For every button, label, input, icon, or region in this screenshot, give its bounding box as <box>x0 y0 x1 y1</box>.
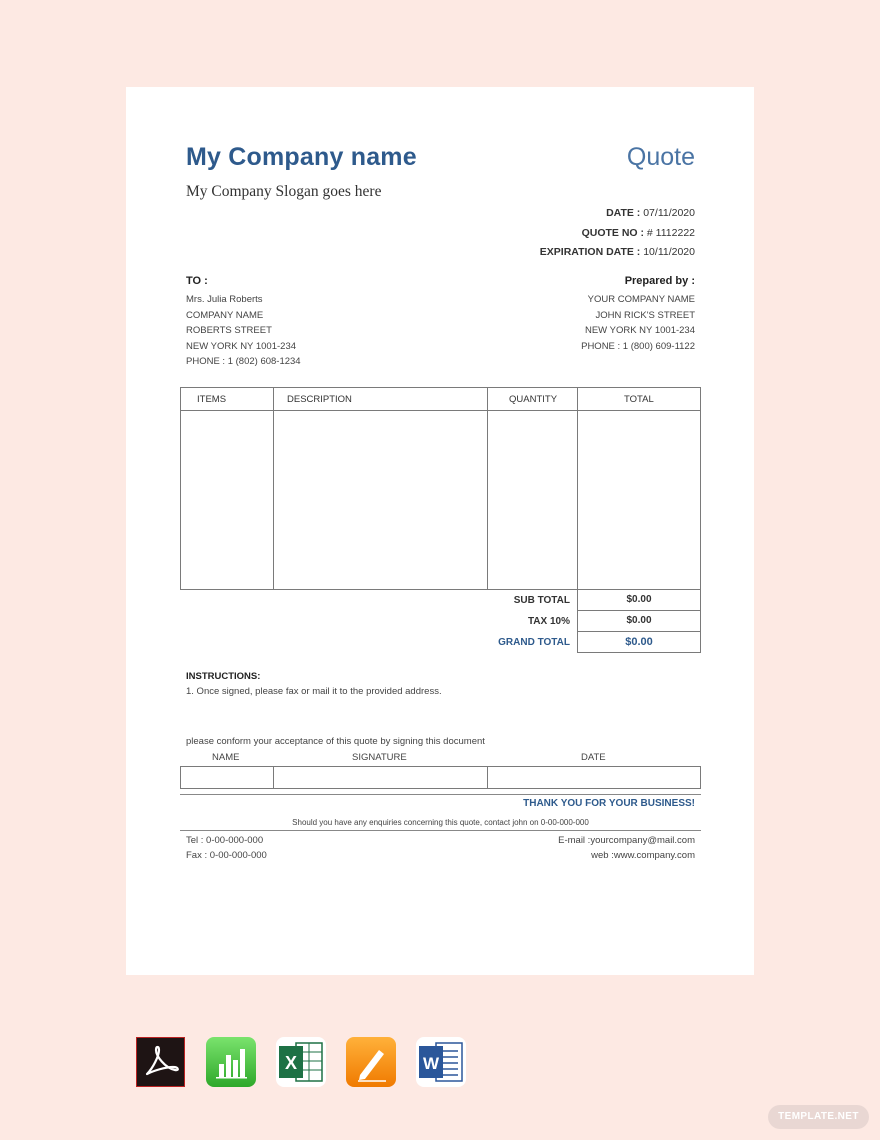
fax-text: Fax : 0-00-000-000 <box>186 850 267 861</box>
items-table <box>180 387 701 590</box>
numbers-icon[interactable] <box>206 1037 256 1087</box>
quote-no-row <box>540 226 695 246</box>
prepared-by-title: Prepared by : <box>624 275 695 287</box>
column-divider <box>577 388 578 589</box>
divider <box>180 794 701 795</box>
quantity-header: QUANTITY <box>509 394 558 405</box>
column-divider <box>273 767 274 788</box>
footer-contact-left <box>186 834 267 864</box>
subtotal-row <box>180 590 701 611</box>
signature-table <box>180 766 701 789</box>
date-value: 07/11/2020 <box>643 207 695 219</box>
svg-text:X: X <box>284 1053 298 1073</box>
template-net-badge[interactable]: TEMPLATE.NET <box>768 1105 869 1129</box>
quote-no-value: # 1112222 <box>646 226 695 239</box>
to-title: TO : <box>186 275 208 287</box>
sender-city: NEW YORK NY 1001-234 <box>584 325 695 337</box>
company-name: My Company name <box>186 143 417 171</box>
company-slogan: My Company Slogan goes here <box>186 183 382 200</box>
expiration-row <box>540 245 695 265</box>
enquiry-note: Should you have any enquiries concerning this quote, contact john on 0-00-000-000 <box>292 818 589 827</box>
subtotal-label: SUB TOTAL <box>513 595 570 606</box>
web-text: web :www.company.com <box>591 850 695 861</box>
sender-street: JOHN RICK'S STREET <box>595 309 695 321</box>
quote-no-label: QUOTE NO : <box>581 226 644 239</box>
instructions-block <box>186 671 442 697</box>
instructions-title: INSTRUCTIONS: <box>186 671 261 682</box>
date-label: DATE : <box>606 207 641 219</box>
subtotal-value: $0.00 <box>577 590 701 611</box>
acceptance-text: please conform your acceptance of this quote by signing this document <box>186 736 485 747</box>
grand-total-label: GRAND TOTAL <box>498 637 570 648</box>
grand-total-row <box>180 632 701 653</box>
total-header: TOTAL <box>624 394 654 405</box>
column-divider <box>487 767 488 788</box>
tax-label: TAX 10% <box>527 616 570 627</box>
recipient-block <box>186 275 301 371</box>
pages-icon[interactable] <box>346 1037 396 1087</box>
name-header: NAME <box>212 752 240 763</box>
column-divider <box>487 388 488 589</box>
grand-total-value: $0.00 <box>577 632 701 653</box>
date-header: DATE <box>581 752 606 763</box>
recipient-name: Mrs. Julia Roberts <box>186 294 263 305</box>
recipient-phone: PHONE : 1 (802) 608-1234 <box>186 356 301 368</box>
sender-company: YOUR COMPANY NAME <box>587 294 695 305</box>
sender-phone: PHONE : 1 (800) 609-1122 <box>581 340 695 352</box>
expiration-value: 10/11/2020 <box>643 246 695 258</box>
quote-document <box>126 87 754 975</box>
footer-contact-right <box>558 834 695 864</box>
column-divider <box>273 388 274 589</box>
tel-text: Tel : 0-00-000-000 <box>186 835 264 846</box>
signature-table-header <box>180 752 701 766</box>
pdf-icon[interactable] <box>136 1037 185 1087</box>
items-table-header <box>181 388 700 411</box>
expiration-label: EXPIRATION DATE : <box>539 246 641 258</box>
signature-header: SIGNATURE <box>352 752 407 763</box>
tax-value: $0.00 <box>577 611 701 632</box>
prepared-by-block <box>581 275 695 355</box>
items-header: ITEMS <box>197 394 227 405</box>
instructions-line: 1. Once signed, please fax or mail it to the provided address. <box>186 686 442 697</box>
divider <box>180 830 701 831</box>
thank-you-message: THANK YOU FOR YOUR BUSINESS! <box>523 798 695 809</box>
document-title: Quote <box>626 143 695 171</box>
recipient-city: NEW YORK NY 1001-234 <box>186 340 297 352</box>
recipient-street: ROBERTS STREET <box>186 325 272 337</box>
word-icon[interactable] <box>416 1037 466 1087</box>
date-row <box>540 206 695 226</box>
email-text: E-mail :yourcompany@mail.com <box>558 835 695 846</box>
excel-icon[interactable] <box>276 1037 326 1087</box>
tax-row <box>180 611 701 632</box>
svg-text:W: W <box>422 1054 440 1073</box>
totals-block <box>180 590 701 653</box>
quote-meta <box>540 206 695 265</box>
recipient-company: COMPANY NAME <box>186 309 264 321</box>
description-header: DESCRIPTION <box>287 394 352 405</box>
